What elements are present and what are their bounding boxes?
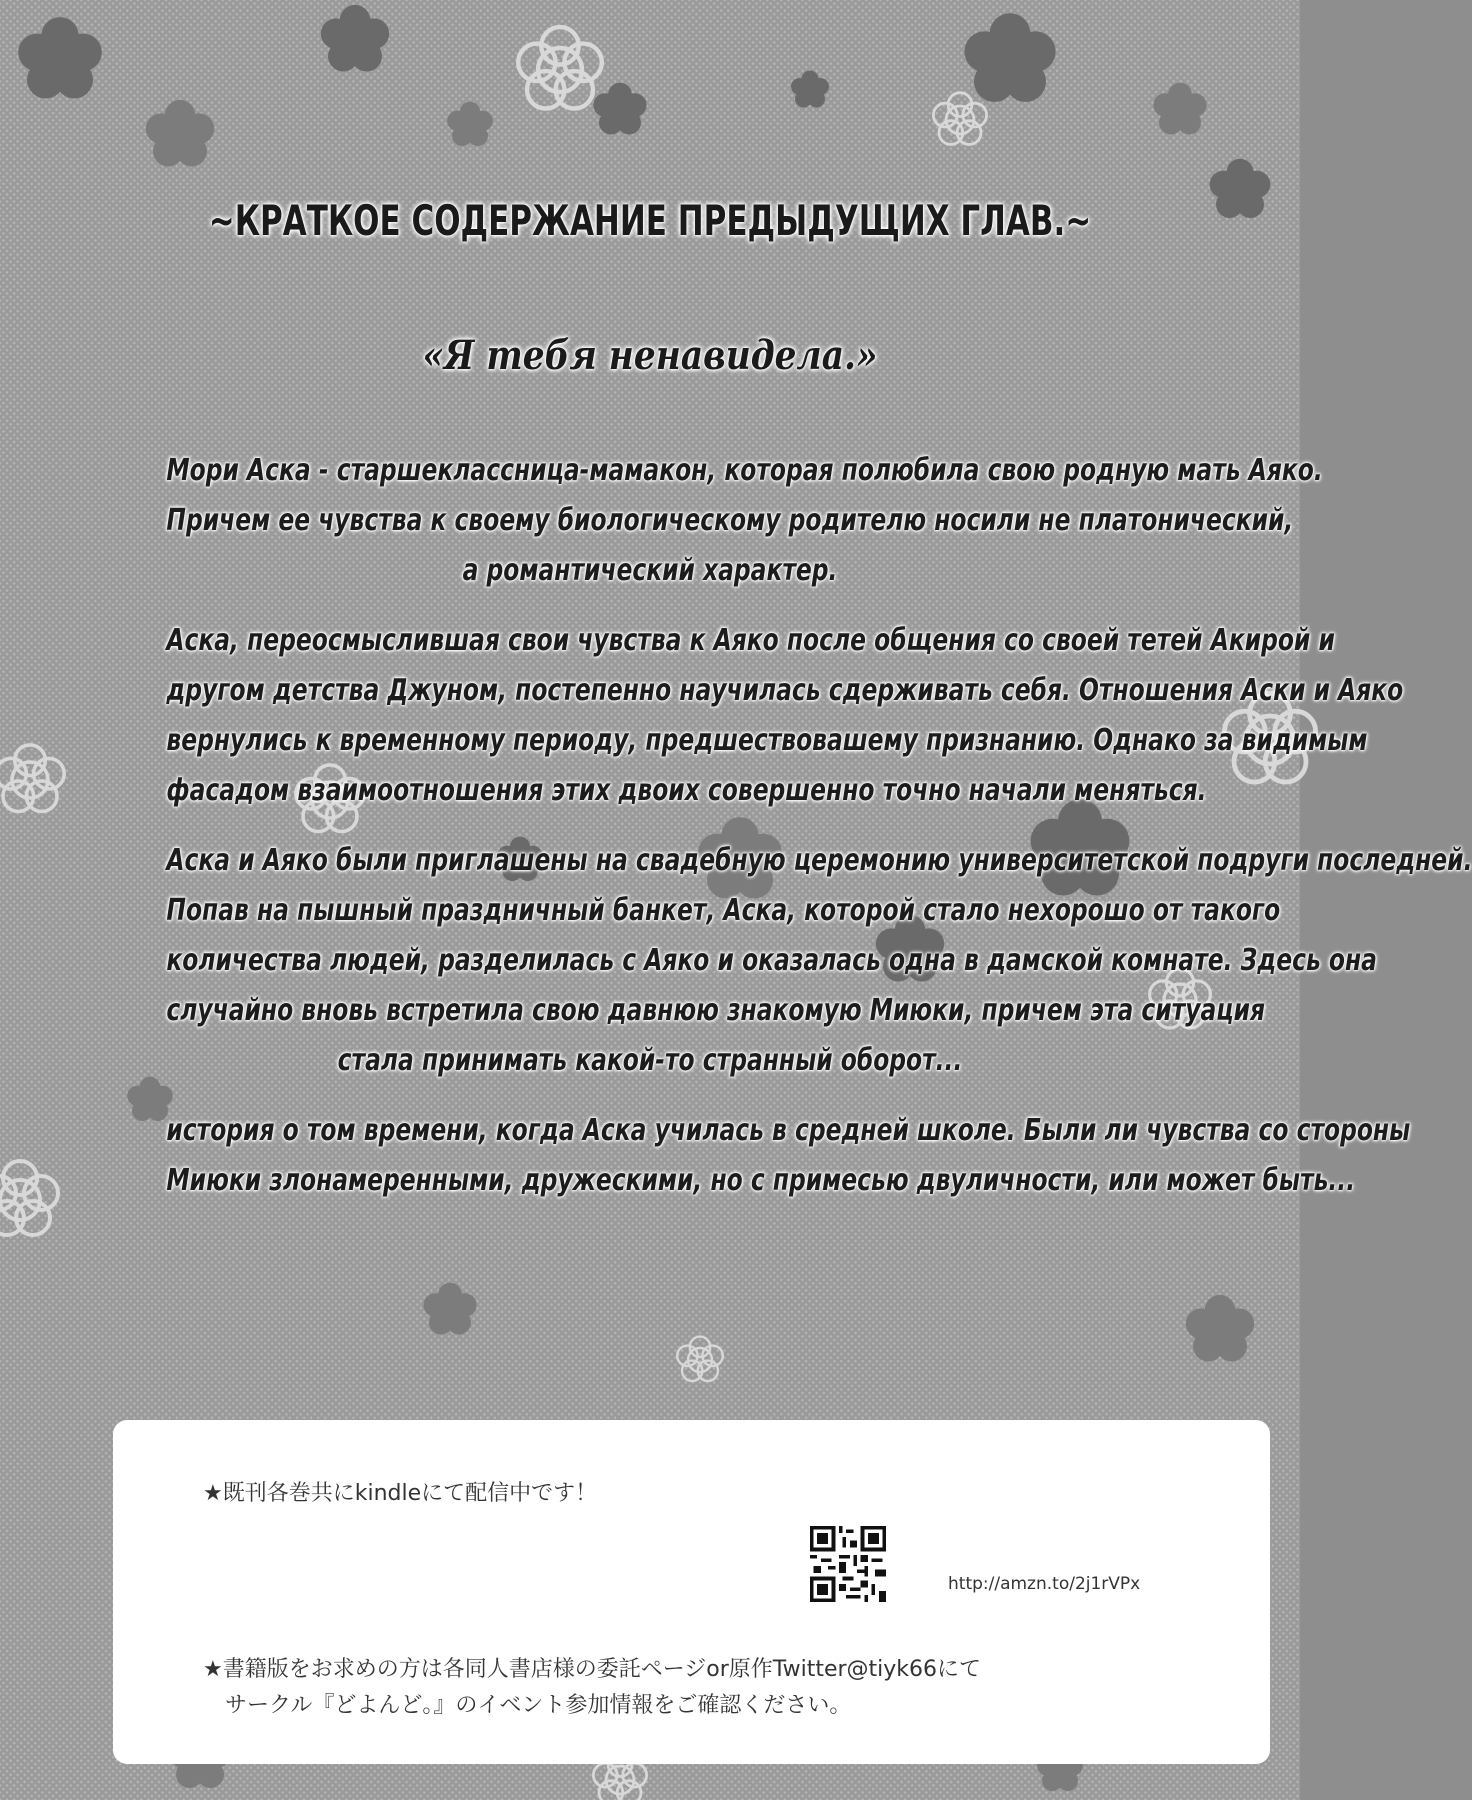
paragraph-2-line-2: другом детства Джуном, постепенно научилась сдерживать себя. Отношения Аски и Аяко	[166, 673, 1404, 708]
qr-code-icon[interactable]	[810, 1526, 886, 1602]
summary-heading: ~КРАТКОЕ СОДЕРЖАНИЕ ПРЕДЫДУЩИХ ГЛАВ.~	[208, 196, 1092, 245]
notice-box	[113, 1420, 1270, 1764]
paragraph-3-line-3: количества людей, разделилась с Аяко и оказалась одна в дамской комнате. Здесь она	[166, 943, 1377, 978]
book-notice-line-1: ★書籍版をお求めの方は各同人書店様の委託ページor原作Twitter@tiyk66にて	[203, 1657, 982, 1682]
summary-text	[30, 446, 1472, 1206]
chapter-quote: «Я тебя ненавидела.»	[422, 332, 878, 379]
paragraph-3-line-4: случайно вновь встретила свою давнюю знакомую Миюки, причем эта ситуация	[166, 993, 1266, 1028]
amazon-link[interactable]: http://amzn.to/2j1rVPx	[948, 1574, 1141, 1594]
kindle-notice: ★既刊各巻共にkindleにて配信中です！	[203, 1481, 598, 1506]
paragraph-2-line-4: фасадом взаимоотношения этих двоих совершенно точно начали меняться.	[166, 773, 1207, 808]
paragraph-2-line-3: вернулись к временному периоду, предшествовашему признанию. Однако за видимым	[166, 723, 1368, 758]
paragraph-1-line-1: Мори Аска - старшеклассница-мамакон, которая полюбила свою родную мать Аяко.	[166, 453, 1323, 488]
book-notice-line-2: サークル『どよんど。』のイベント参加情報をご確認ください。	[225, 1693, 852, 1718]
paragraph-1-line-3: а романтический характер.	[462, 553, 838, 588]
paragraph-4-line-1: история о том времени, когда Аска училась в средней школе. Были ли чувства со стороны	[166, 1113, 1411, 1148]
paragraph-3-line-1: Аска и Аяко были приглашены на свадебную церемонию университетской подруги последней.	[166, 843, 1472, 878]
paragraph-3-line-5: стала принимать какой-то странный оборот...	[337, 1043, 963, 1078]
paragraph-2-line-1: Аска, переосмыслившая свои чувства к Аяко после общения со своей тетей Акирой и	[166, 623, 1335, 658]
book-notice	[203, 1652, 981, 1724]
paragraph-4-line-2: Миюки злонамеренными, дружескими, но с примесью двуличности, или может быть...	[166, 1163, 1356, 1198]
paragraph-3-line-2: Попав на пышный праздничный банкет, Аска, которой стало нехорошо от такого	[166, 893, 1281, 928]
paragraph-1-line-2: Причем ее чувства к своему биологическому родителю носили не платонический,	[166, 503, 1294, 538]
